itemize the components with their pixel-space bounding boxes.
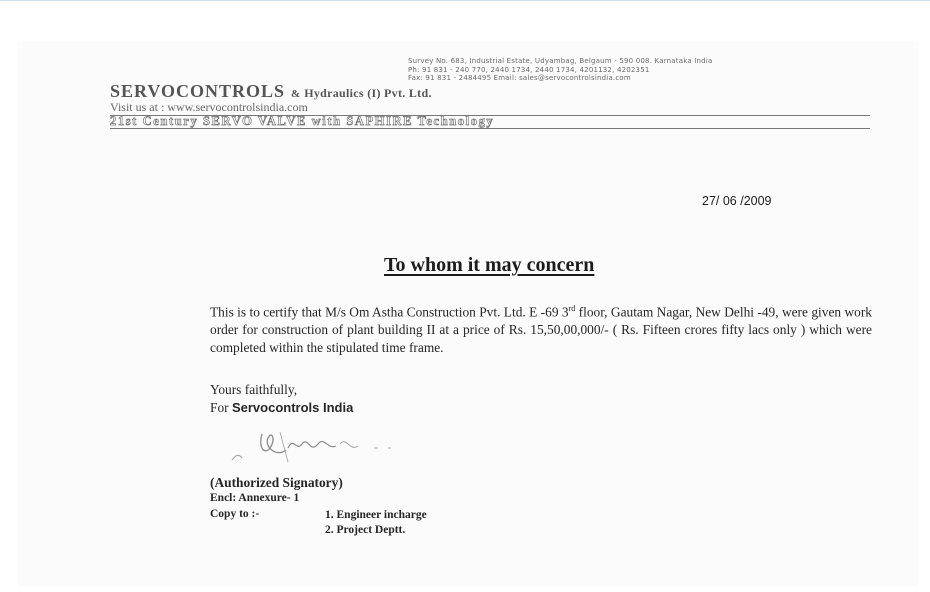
- letter-heading: To whom it may concern: [384, 254, 595, 276]
- body-text-part: floor, Gautam Nagar, New Delhi -49, were given work order for construction of plant building II at a price of Rs. 15,50,00,000/- ( Rs. Fifteen crores fifty lacs only ) which were completed within the stipulated time frame.: [210, 304, 872, 356]
- for-company: Servocontrols India: [231, 400, 354, 415]
- signatory-label: (Authorized Signatory): [210, 475, 343, 490]
- copy-to-item: 1. Engineer incharge: [325, 509, 427, 521]
- closing-for-line: [210, 399, 353, 417]
- address-line: Fax: 91 831 - 2484495 Email: sales@servocontrolsindia.com: [408, 74, 631, 82]
- company-address: [408, 57, 878, 83]
- for-label: For: [210, 400, 229, 415]
- company-amp: &: [291, 88, 301, 100]
- copy-to-label: Copy to :-: [210, 508, 260, 520]
- enclosure-line: Encl: Annexure- 1: [210, 492, 300, 504]
- letter-body: [210, 300, 872, 357]
- body-superscript: rd: [568, 304, 576, 313]
- address-line: Survey No. 683, Industrial Estate, Udyambag, Belgaum - 590 008. Karnataka India: [408, 57, 713, 65]
- letter-closing: [210, 381, 353, 417]
- body-text-part: This is to certify that M/s Om Astha Construction Pvt. Ltd. E -69 3: [210, 304, 569, 320]
- company-suffix: Hydraulics (I) Pvt. Ltd.: [304, 86, 432, 100]
- copy-to-item: 2. Project Deptt.: [325, 524, 406, 536]
- closing-salutation: Yours faithfully,: [210, 382, 298, 397]
- copy-to-list: [325, 508, 427, 538]
- signature-image: [228, 422, 428, 472]
- letterhead-divider: [110, 128, 870, 129]
- company-name: SERVOCONTROLS: [110, 81, 286, 101]
- company-website: Visit us at : www.servocontrolsindia.com: [110, 100, 308, 114]
- letter-date: 27/ 06 /2009: [702, 194, 772, 208]
- company-logo-text: [110, 81, 432, 102]
- address-line: Ph: 91 831 - 240 770, 2440 1734, 2440 1734, 4201132, 4202351: [408, 65, 650, 74]
- company-tagline: 21st Century SERVO VALVE with SAPHIRE Technology: [110, 114, 495, 128]
